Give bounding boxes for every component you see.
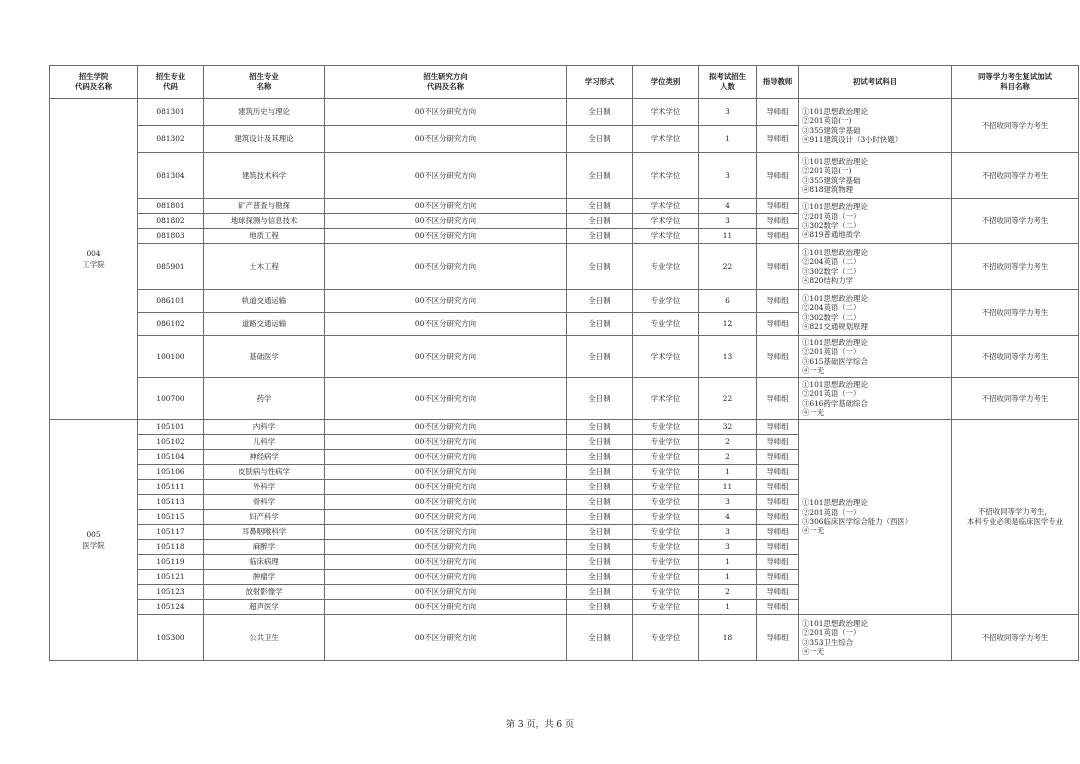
header-exam-subjects: 初试考试科目: [799, 66, 952, 99]
college-name: 医学院: [82, 541, 105, 550]
enrollment-number-cell: 22: [699, 378, 757, 420]
major-name-cell: 建筑技术科学: [204, 153, 325, 199]
exam-subject-line: ③302数学（二）: [802, 221, 861, 230]
exam-subjects-cell: [799, 99, 952, 153]
direction-cell: 00不区分研究方向: [325, 313, 567, 336]
study-mode-cell: 全日制: [567, 420, 633, 435]
degree-type-cell: 专业学位: [633, 585, 699, 600]
exam-subject-line: ①101思想政治理论: [802, 498, 868, 508]
major-code-cell: 081801: [138, 199, 204, 214]
direction-cell: 00不区分研究方向: [325, 336, 567, 378]
study-mode-cell: 全日制: [567, 600, 633, 615]
direction-cell: 00不区分研究方向: [325, 153, 567, 199]
enrollment-number-cell: 4: [699, 510, 757, 525]
tutor-cell: 导师组: [757, 540, 799, 555]
exam-subject-line: ②204英语（二）: [802, 303, 861, 313]
equivalent-exam-cell: 不招收同等学力考生: [952, 290, 1079, 336]
enrollment-number-cell: 18: [699, 615, 757, 661]
study-mode-cell: 全日制: [567, 244, 633, 290]
exam-subject-line: ④820结构力学: [802, 275, 854, 285]
degree-type-cell: 专业学位: [633, 525, 699, 540]
major-code-cell: 105121: [138, 570, 204, 585]
study-mode-cell: 全日制: [567, 555, 633, 570]
study-mode-cell: 全日制: [567, 313, 633, 336]
tutor-cell: 导师组: [757, 570, 799, 585]
study-mode-cell: 全日制: [567, 435, 633, 450]
exam-subject-line: ④821交通规划原理: [802, 321, 868, 331]
header-college: 招生学院 代码及名称: [50, 66, 138, 99]
exam-subjects-cell: [799, 378, 952, 420]
header-major-name: 招生专业 名称: [204, 66, 325, 99]
direction-cell: 00不区分研究方向: [325, 126, 567, 153]
tutor-cell: 导师组: [757, 450, 799, 465]
enrollment-number-cell: 4: [699, 199, 757, 214]
exam-subject-line: ①101思想政治理论: [802, 379, 868, 389]
major-code-cell: 081302: [138, 126, 204, 153]
exam-subjects-cell: [799, 615, 952, 661]
exam-subjects-cell: [799, 290, 952, 336]
enrollment-number-cell: 12: [699, 313, 757, 336]
major-name-cell: 药学: [204, 378, 325, 420]
exam-subject-line: ③615基础医学综合: [802, 356, 868, 366]
major-code-cell: 105106: [138, 465, 204, 480]
direction-cell: 00不区分研究方向: [325, 510, 567, 525]
enrollment-number-cell: 2: [699, 450, 757, 465]
college-cell: [50, 420, 138, 661]
major-code-cell: 105101: [138, 420, 204, 435]
major-code-cell: 100700: [138, 378, 204, 420]
exam-subject-line: ①101思想政治理论: [802, 202, 868, 212]
direction-cell: 00不区分研究方向: [325, 570, 567, 585]
major-code-cell: 105124: [138, 600, 204, 615]
exam-subject-line: ③616药学基础综合: [802, 398, 868, 408]
table-row: [50, 378, 1079, 420]
enrollment-number-cell: 1: [699, 555, 757, 570]
major-name-cell: 妇产科学: [204, 510, 325, 525]
exam-subject-line: ②201英语（一）: [802, 211, 861, 221]
tutor-cell: 导师组: [757, 420, 799, 435]
tutor-cell: 导师组: [757, 336, 799, 378]
study-mode-cell: 全日制: [567, 615, 633, 661]
direction-cell: 00不区分研究方向: [325, 435, 567, 450]
major-name-cell: 骨科学: [204, 495, 325, 510]
tutor-cell: 导师组: [757, 615, 799, 661]
enrollment-number-cell: 3: [699, 99, 757, 126]
tutor-cell: 导师组: [757, 199, 799, 214]
study-mode-cell: 全日制: [567, 570, 633, 585]
direction-cell: 00不区分研究方向: [325, 244, 567, 290]
exam-subject-line: ④一无: [802, 646, 825, 656]
college-code: 005: [86, 530, 101, 539]
tutor-cell: 导师组: [757, 480, 799, 495]
degree-type-cell: 专业学位: [633, 615, 699, 661]
degree-type-cell: 学术学位: [633, 153, 699, 199]
degree-type-cell: 专业学位: [633, 600, 699, 615]
equivalent-exam-cell: 不招收同等学力考生: [952, 244, 1079, 290]
major-name-cell: 神经病学: [204, 450, 325, 465]
enrollment-number-cell: 22: [699, 244, 757, 290]
major-code-cell: 105117: [138, 525, 204, 540]
study-mode-cell: 全日制: [567, 378, 633, 420]
study-mode-cell: 全日制: [567, 525, 633, 540]
direction-cell: 00不区分研究方向: [325, 378, 567, 420]
major-name-cell: 地质工程: [204, 229, 325, 244]
enrollment-number-cell: 2: [699, 435, 757, 450]
direction-cell: 00不区分研究方向: [325, 290, 567, 313]
study-mode-cell: 全日制: [567, 153, 633, 199]
direction-cell: 00不区分研究方向: [325, 214, 567, 229]
table-row: [50, 244, 1079, 290]
tutor-cell: 导师组: [757, 465, 799, 480]
major-name-cell: 皮肤病与性病学: [204, 465, 325, 480]
major-name-cell: 超声医学: [204, 600, 325, 615]
major-name-cell: 地球探测与信息技术: [204, 214, 325, 229]
study-mode-cell: 全日制: [567, 450, 633, 465]
enrollment-number-cell: 1: [699, 600, 757, 615]
major-code-cell: 105115: [138, 510, 204, 525]
exam-subject-line: ②201英语（一）: [802, 347, 861, 357]
exam-subject-line: ①101思想政治理论: [802, 293, 868, 303]
study-mode-cell: 全日制: [567, 290, 633, 313]
exam-subject-line: ③353卫生综合: [802, 637, 854, 647]
tutor-cell: 导师组: [757, 600, 799, 615]
direction-cell: 00不区分研究方向: [325, 229, 567, 244]
major-name-cell: 土木工程: [204, 244, 325, 290]
enrollment-number-cell: 3: [699, 214, 757, 229]
major-name-cell: 麻醉学: [204, 540, 325, 555]
major-code-cell: 105102: [138, 435, 204, 450]
major-code-cell: 081802: [138, 214, 204, 229]
major-code-cell: 086102: [138, 313, 204, 336]
study-mode-cell: 全日制: [567, 126, 633, 153]
table-row: [50, 420, 1079, 435]
header-degree-type: 学位类别: [633, 66, 699, 99]
major-code-cell: 105104: [138, 450, 204, 465]
table-row: [50, 153, 1079, 199]
major-code-cell: 105118: [138, 540, 204, 555]
degree-type-cell: 专业学位: [633, 540, 699, 555]
enrollment-number-cell: 1: [699, 570, 757, 585]
major-code-cell: 105111: [138, 480, 204, 495]
degree-type-cell: 专业学位: [633, 290, 699, 313]
table-body: [50, 99, 1079, 661]
equivalent-exam-cell: 不招收同等学力考生: [952, 615, 1079, 661]
degree-type-cell: 专业学位: [633, 313, 699, 336]
major-name-cell: 肿瘤学: [204, 570, 325, 585]
degree-type-cell: 专业学位: [633, 510, 699, 525]
enrollment-number-cell: 3: [699, 153, 757, 199]
direction-cell: 00不区分研究方向: [325, 420, 567, 435]
major-code-cell: 081301: [138, 99, 204, 126]
study-mode-cell: 全日制: [567, 540, 633, 555]
tutor-cell: 导师组: [757, 214, 799, 229]
exam-subject-line: ②201英语（一）: [802, 389, 861, 399]
exam-subject-line: ④一无: [802, 526, 825, 536]
tutor-cell: 导师组: [757, 555, 799, 570]
tutor-cell: 导师组: [757, 126, 799, 153]
degree-type-cell: 学术学位: [633, 99, 699, 126]
table-row: [50, 290, 1079, 313]
study-mode-cell: 全日制: [567, 510, 633, 525]
exam-subject-line: ③306临床医学综合能力（西医）: [802, 517, 913, 526]
study-mode-cell: 全日制: [567, 336, 633, 378]
degree-type-cell: 学术学位: [633, 378, 699, 420]
direction-cell: 00不区分研究方向: [325, 585, 567, 600]
direction-cell: 00不区分研究方向: [325, 525, 567, 540]
degree-type-cell: 学术学位: [633, 199, 699, 214]
exam-subject-line: ①101思想政治理论: [802, 156, 868, 166]
tutor-cell: 导师组: [757, 525, 799, 540]
major-code-cell: 100100: [138, 336, 204, 378]
direction-cell: 00不区分研究方向: [325, 450, 567, 465]
exam-subjects-cell: [799, 336, 952, 378]
exam-subject-line: ③355建筑学基础: [802, 175, 861, 185]
major-code-cell: 085901: [138, 244, 204, 290]
direction-cell: 00不区分研究方向: [325, 480, 567, 495]
tutor-cell: 导师组: [757, 313, 799, 336]
major-code-cell: 105123: [138, 585, 204, 600]
enrollment-number-cell: 11: [699, 480, 757, 495]
degree-type-cell: 专业学位: [633, 465, 699, 480]
degree-type-cell: 专业学位: [633, 450, 699, 465]
exam-subject-line: ①101思想政治理论: [802, 337, 868, 347]
direction-cell: 00不区分研究方向: [325, 99, 567, 126]
enrollment-number-cell: 3: [699, 540, 757, 555]
degree-type-cell: 专业学位: [633, 420, 699, 435]
header-equivalent-exam: 同等学力考生复试加试 科目名称: [952, 66, 1079, 99]
equivalent-exam-cell: [952, 420, 1079, 615]
major-code-cell: 086101: [138, 290, 204, 313]
major-name-cell: 轨道交通运输: [204, 290, 325, 313]
enrollment-number-cell: 3: [699, 495, 757, 510]
exam-subjects-cell: [799, 153, 952, 199]
major-code-cell: 105119: [138, 555, 204, 570]
exam-subject-line: ④819普通地质学: [802, 230, 861, 240]
tutor-cell: 导师组: [757, 510, 799, 525]
study-mode-cell: 全日制: [567, 585, 633, 600]
enrollment-number-cell: 2: [699, 585, 757, 600]
header-row: [50, 66, 1079, 99]
tutor-cell: 导师组: [757, 290, 799, 313]
major-name-cell: 基础医学: [204, 336, 325, 378]
study-mode-cell: 全日制: [567, 480, 633, 495]
exam-subjects-cell: [799, 420, 952, 615]
tutor-cell: 导师组: [757, 435, 799, 450]
exam-subject-line: ④911建筑设计（3小时快题）: [802, 134, 903, 144]
major-code-cell: 105300: [138, 615, 204, 661]
exam-subject-line: ④一无: [802, 365, 825, 375]
enrollment-number-cell: 3: [699, 525, 757, 540]
major-name-cell: 建筑设计及其理论: [204, 126, 325, 153]
direction-cell: 00不区分研究方向: [325, 555, 567, 570]
header-major-code: 招生专业 代码: [138, 66, 204, 99]
degree-type-cell: 专业学位: [633, 495, 699, 510]
study-mode-cell: 全日制: [567, 99, 633, 126]
enrollment-number-cell: 1: [699, 465, 757, 480]
header-direction: 招生研究方向 代码及名称: [325, 66, 567, 99]
degree-type-cell: 专业学位: [633, 480, 699, 495]
equivalent-note-line: 不招收同等学力考生，: [978, 507, 1052, 517]
exam-subject-line: ②201英语(一): [802, 116, 852, 126]
tutor-cell: 导师组: [757, 99, 799, 126]
degree-type-cell: 学术学位: [633, 126, 699, 153]
direction-cell: 00不区分研究方向: [325, 199, 567, 214]
study-mode-cell: 全日制: [567, 199, 633, 214]
tutor-cell: 导师组: [757, 585, 799, 600]
tutor-cell: 导师组: [757, 229, 799, 244]
exam-subject-line: ①101思想政治理论: [802, 106, 868, 116]
study-mode-cell: 全日制: [567, 229, 633, 244]
major-name-cell: 内科学: [204, 420, 325, 435]
college-name: 工学院: [82, 260, 105, 269]
exam-subject-line: ②204英语（二）: [802, 257, 861, 267]
college-cell: [50, 99, 138, 420]
study-mode-cell: 全日制: [567, 495, 633, 510]
major-code-cell: 081803: [138, 229, 204, 244]
study-mode-cell: 全日制: [567, 214, 633, 229]
major-name-cell: 建筑历史与理论: [204, 99, 325, 126]
direction-cell: 00不区分研究方向: [325, 600, 567, 615]
study-mode-cell: 全日制: [567, 465, 633, 480]
enrollment-number-cell: 32: [699, 420, 757, 435]
degree-type-cell: 专业学位: [633, 570, 699, 585]
degree-type-cell: 专业学位: [633, 555, 699, 570]
table-row: [50, 336, 1079, 378]
table-row: [50, 99, 1079, 126]
degree-type-cell: 专业学位: [633, 435, 699, 450]
tutor-cell: 导师组: [757, 495, 799, 510]
enrollment-number-cell: 1: [699, 126, 757, 153]
enrollment-table: [49, 65, 1079, 661]
major-name-cell: 儿科学: [204, 435, 325, 450]
college-code: 004: [86, 249, 101, 258]
enrollment-number-cell: 11: [699, 229, 757, 244]
table-row: [50, 615, 1079, 661]
degree-type-cell: 学术学位: [633, 214, 699, 229]
degree-type-cell: 学术学位: [633, 336, 699, 378]
direction-cell: 00不区分研究方向: [325, 540, 567, 555]
exam-subject-line: ②201英语（一）: [802, 507, 861, 517]
major-name-cell: 矿产普查与勘探: [204, 199, 325, 214]
exam-subject-line: ②201英语(一): [802, 166, 852, 176]
exam-subject-line: ④一无: [802, 407, 825, 417]
major-code-cell: 081304: [138, 153, 204, 199]
exam-subjects-cell: [799, 244, 952, 290]
direction-cell: 00不区分研究方向: [325, 465, 567, 480]
major-name-cell: 放射影像学: [204, 585, 325, 600]
table-row: [50, 199, 1079, 214]
header-enrollment-number: 拟考试招生 人数: [699, 66, 757, 99]
equivalent-exam-cell: 不招收同等学力考生: [952, 336, 1079, 378]
direction-cell: 00不区分研究方向: [325, 495, 567, 510]
degree-type-cell: 学术学位: [633, 229, 699, 244]
exam-subject-line: ①101思想政治理论: [802, 247, 868, 257]
major-name-cell: 外科学: [204, 480, 325, 495]
exam-subject-line: ②201英语（一）: [802, 628, 861, 638]
equivalent-exam-cell: 不招收同等学力考生: [952, 199, 1079, 244]
enrollment-number-cell: 13: [699, 336, 757, 378]
direction-cell: 00不区分研究方向: [325, 615, 567, 661]
page-footer: 第 3 页，共 6 页: [506, 720, 574, 730]
major-name-cell: 耳鼻咽喉科学: [204, 525, 325, 540]
major-name-cell: 临床病理: [204, 555, 325, 570]
exam-subject-line: ①101思想政治理论: [802, 618, 868, 628]
equivalent-exam-cell: 不招收同等学力考生: [952, 153, 1079, 199]
exam-subject-line: ③302数学（二）: [802, 266, 861, 276]
enrollment-number-cell: 6: [699, 290, 757, 313]
degree-type-cell: 专业学位: [633, 244, 699, 290]
major-name-cell: 道路交通运输: [204, 313, 325, 336]
equivalent-note-line: 本科专业必须是临床医学专业: [966, 517, 1064, 526]
exam-subject-line: ③355建筑学基础: [802, 125, 861, 135]
tutor-cell: 导师组: [757, 378, 799, 420]
major-name-cell: 公共卫生: [204, 615, 325, 661]
header-tutor: 指导教师: [757, 66, 799, 99]
equivalent-exam-cell: 不招收同等学力考生: [952, 378, 1079, 420]
exam-subjects-cell: [799, 199, 952, 244]
tutor-cell: 导师组: [757, 153, 799, 199]
exam-subject-line: ④818建筑物理: [802, 184, 854, 194]
exam-subject-line: ③302数学（二）: [802, 312, 861, 322]
header-study-mode: 学习形式: [567, 66, 633, 99]
major-code-cell: 105113: [138, 495, 204, 510]
equivalent-exam-cell: 不招收同等学力考生: [952, 99, 1079, 153]
tutor-cell: 导师组: [757, 244, 799, 290]
